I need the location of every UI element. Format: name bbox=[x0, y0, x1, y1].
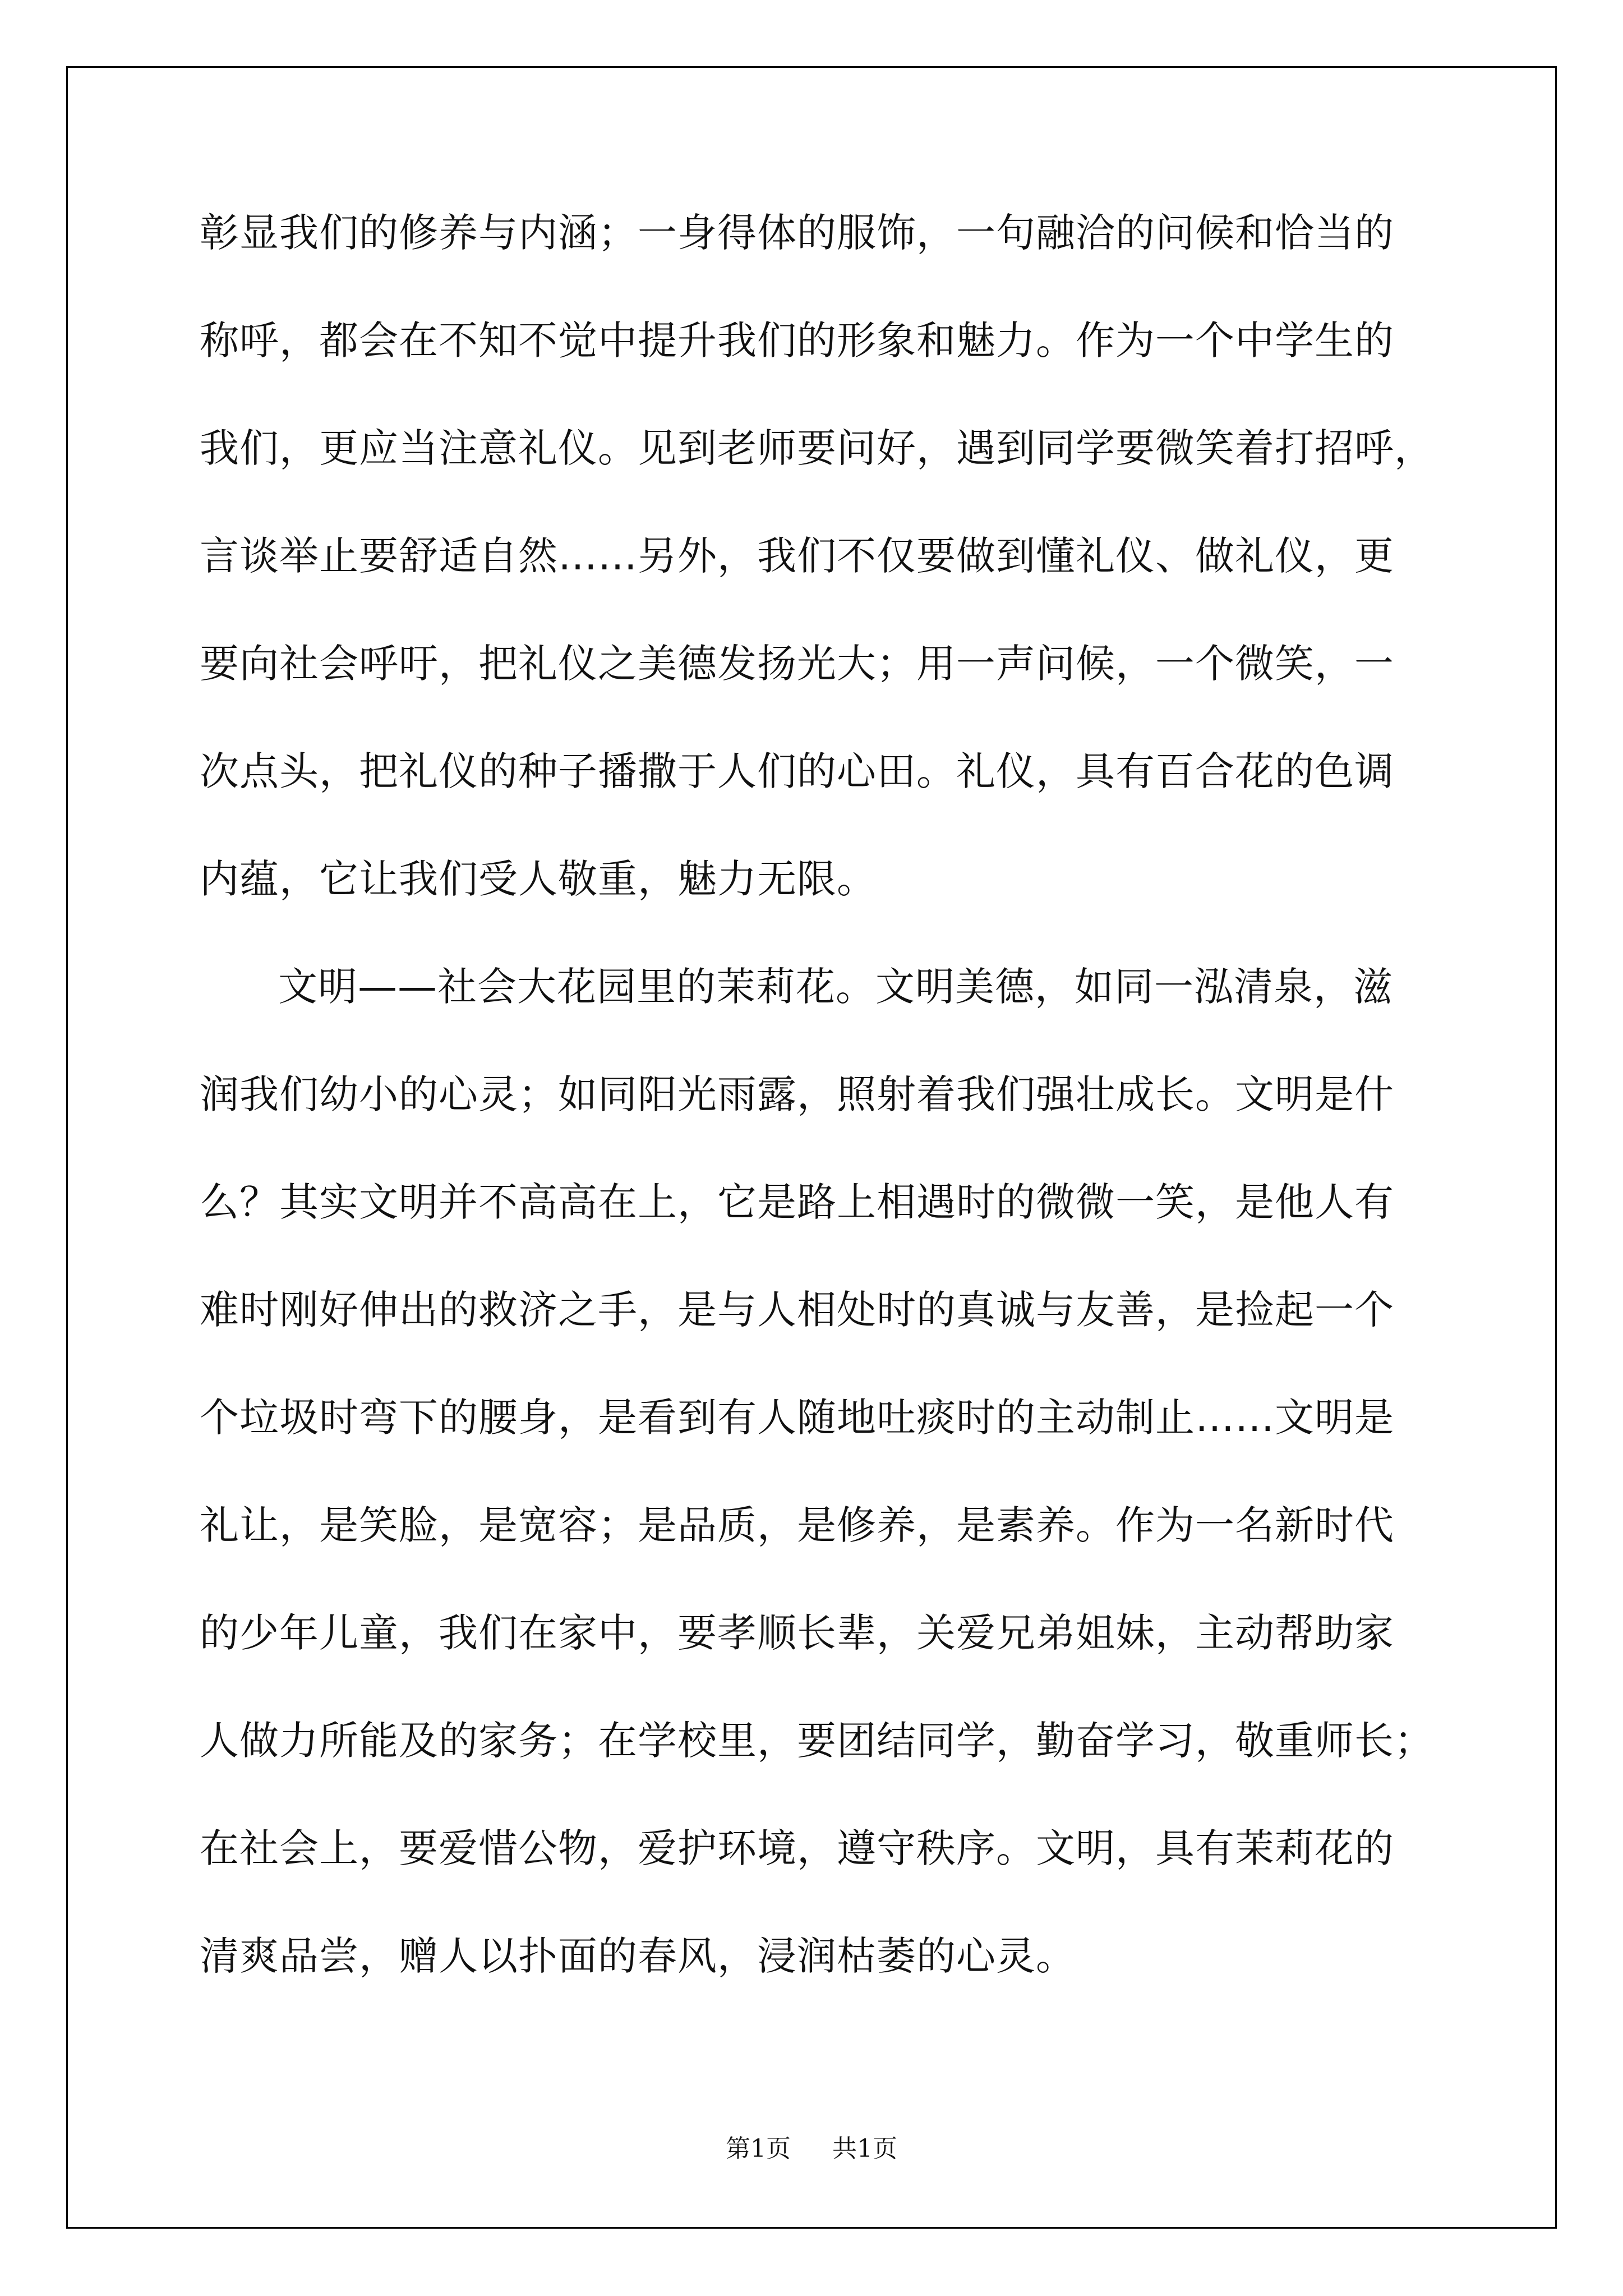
text-line: 言谈举止要舒适自然……另外，我们不仅要做到懂礼仪、做礼仪，更 bbox=[200, 533, 1394, 579]
text-line: 清爽品尝，赠人以扑面的春风，浸润枯萎的心灵。 bbox=[200, 1933, 1076, 1979]
text-line: 难时刚好伸出的救济之手，是与人相处时的真诚与友善，是捡起一个 bbox=[200, 1287, 1394, 1333]
text-line: 要向社会呼吁，把礼仪之美德发扬光大；用一声问候，一个微笑，一 bbox=[200, 641, 1394, 687]
text-line: 次点头，把礼仪的种子播撒于人们的心田。礼仪，具有百合花的色调 bbox=[200, 748, 1394, 794]
document-body bbox=[200, 210, 1434, 2044]
text-line: 的少年儿童，我们在家中，要孝顺长辈，关爱兄弟姐妹，主动帮助家 bbox=[200, 1610, 1394, 1656]
page-total: 共1页 bbox=[832, 2134, 897, 2163]
text-line: 文明——社会大花园里的茉莉花。文明美德，如同一泓清泉，滋 bbox=[278, 964, 1393, 1010]
page-number: 第1页 bbox=[726, 2134, 791, 2163]
text-line: 我们，更应当注意礼仪。见到老师要问好，遇到同学要微笑着打招呼， bbox=[200, 425, 1434, 471]
paragraph-1 bbox=[200, 210, 1434, 967]
text-line: 内蕴，它让我们受人敬重，魅力无限。 bbox=[200, 856, 877, 902]
page-footer bbox=[0, 2128, 1623, 2164]
text-line: 人做力所能及的家务；在学校里，要团结同学，勤奋学习，敬重师长； bbox=[200, 1718, 1434, 1764]
text-line: 么？其实文明并不高高在上，它是路上相遇时的微微一笑，是他人有 bbox=[200, 1179, 1394, 1225]
paragraph-2 bbox=[200, 964, 1434, 2044]
text-line: 彰显我们的修养与内涵；一身得体的服饰，一句融洽的问候和恰当的 bbox=[200, 210, 1394, 256]
text-line: 润我们幼小的心灵；如同阳光雨露，照射着我们强壮成长。文明是什 bbox=[200, 1071, 1394, 1117]
text-line: 个垃圾时弯下的腰身，是看到有人随地吐痰时的主动制止……文明是 bbox=[200, 1395, 1394, 1441]
text-line: 在社会上，要爱惜公物，爱护环境，遵守秩序。文明，具有茉莉花的 bbox=[200, 1825, 1394, 1871]
text-line: 礼让，是笑脸，是宽容；是品质，是修养，是素养。作为一名新时代 bbox=[200, 1502, 1394, 1548]
text-line: 称呼，都会在不知不觉中提升我们的形象和魅力。作为一个中学生的 bbox=[200, 318, 1394, 364]
